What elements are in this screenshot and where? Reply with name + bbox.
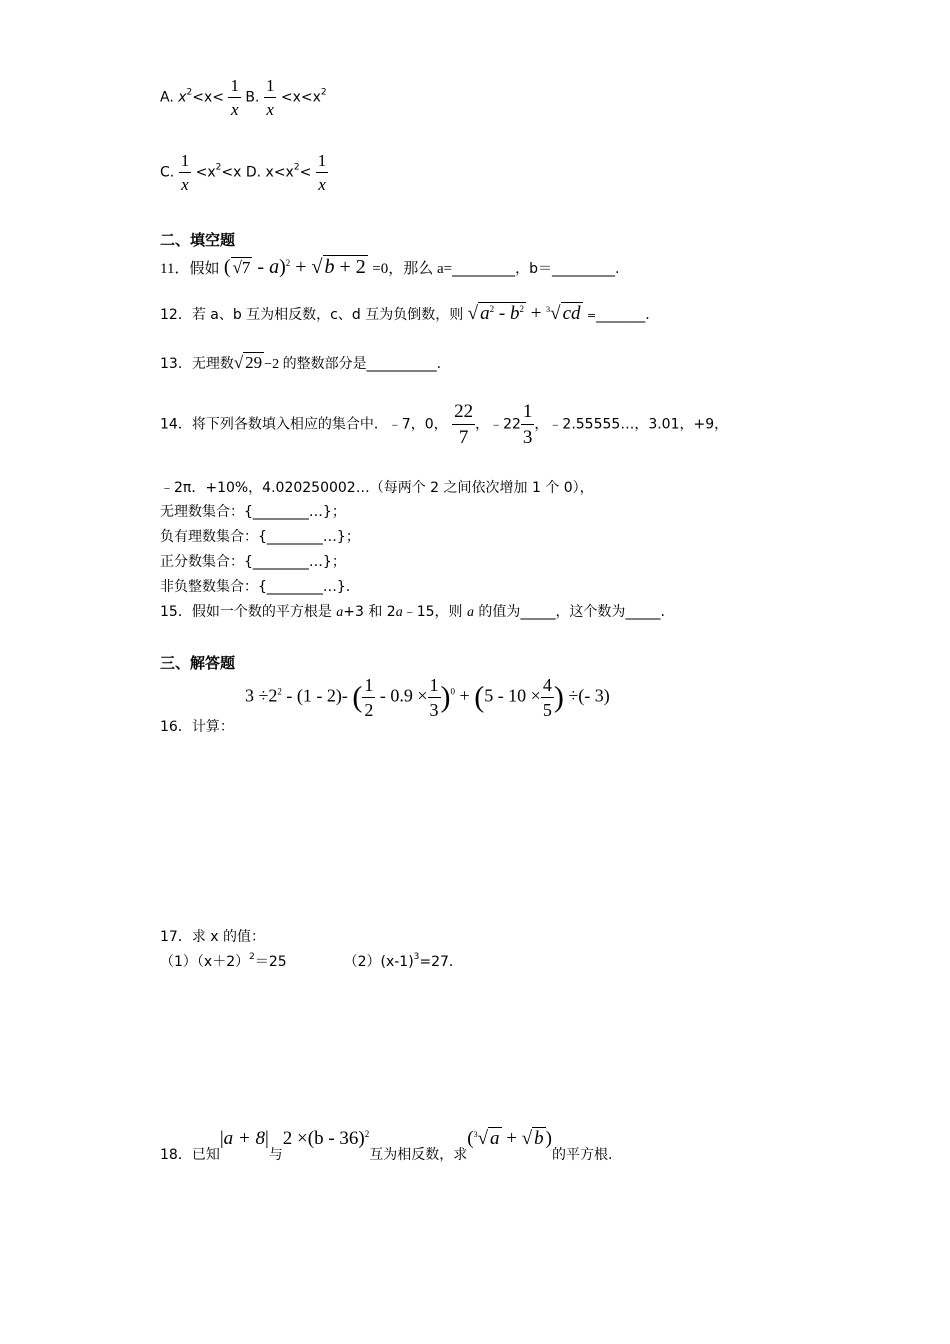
q13-blank: __________ (366, 356, 437, 372)
q14-set-negative-rational: 负有理数集合：{________…}； (160, 529, 360, 545)
fraction-numerator: 1 (228, 77, 241, 98)
q17-part1-exp: 2 (249, 952, 255, 962)
q13-suffix: −2 的整数部分是 (264, 357, 367, 372)
q17-part2: （2）(x-1) (343, 954, 414, 970)
q16-expr-part4: + (455, 685, 475, 706)
section-title-fill-blank: 二、填空题 (160, 231, 236, 249)
q10-option-b-ineq: <x<x (280, 89, 321, 106)
q11-middle: =0，那么 a= (372, 261, 453, 277)
q11-blank-a: _________ (452, 261, 516, 277)
q18-mid2: 互为相反数，求 (369, 1147, 468, 1163)
q11-sep: ，b＝ (515, 261, 552, 277)
question-18 (160, 1128, 612, 1164)
q10-option-a-label: A. (160, 89, 179, 106)
question-14-line1 (160, 402, 728, 447)
q17-part1-rhs: ＝25 (254, 954, 287, 970)
q16-fraction-four-fifths (541, 676, 554, 719)
q16-label: 16．计算： (160, 719, 234, 735)
fraction-numerator: 22 (452, 402, 475, 425)
q15-blank2: _____ (625, 604, 661, 620)
section-title-solve: 三、解答题 (160, 654, 236, 672)
fraction-denominator: 3 (522, 427, 533, 448)
q12-prefix: 12．若 a、b 互为相反数，c、d 互为负倒数，则 (160, 307, 464, 323)
q13-prefix: 13．无理数 (160, 356, 234, 372)
fraction-denominator: 7 (458, 427, 469, 448)
q11-blank-b: _________ (551, 261, 615, 277)
q18-prefix: 18．已知 (160, 1147, 220, 1163)
q10-option-ab (160, 77, 327, 118)
q10-sup: 2 (186, 87, 193, 98)
q15-blank1: _____ (520, 604, 556, 620)
q11-end: . (614, 261, 620, 277)
q10-fraction-d (316, 152, 329, 193)
q10-fraction-b (264, 77, 277, 118)
q13-radical: √ 29 (233, 353, 263, 372)
q10-option-c-ineq2: <x (221, 164, 242, 181)
q14-fraction-1-3 (521, 402, 535, 447)
q15-text2: +3 和 2 (343, 604, 396, 620)
q15-text3: ﹣15，则 (402, 604, 467, 620)
q10-fraction-c (179, 152, 192, 193)
q12-expression: √ $a^2 - b^2 + ^3√$ cd (467, 303, 581, 324)
q10-option-a-ineq: <x< (192, 89, 225, 106)
q11-prefix: 11．假如 (160, 261, 220, 277)
q10-option-c-ineq: <x (195, 164, 216, 181)
q10-option-c-label: C. (160, 164, 179, 181)
fraction-denominator: 3 (429, 700, 439, 720)
q14-set-irrational: 无理数集合：{________…}； (160, 504, 346, 520)
q12-end: . (645, 307, 650, 323)
fraction-denominator: x (266, 100, 274, 119)
q14-fraction-22-7 (452, 402, 475, 447)
q10-option-d-ineq: < (299, 164, 312, 181)
q10-option-a-x: x (178, 89, 187, 106)
q10-sup: 2 (293, 162, 300, 173)
q17-part1: （1）（x＋2） (160, 954, 250, 970)
q10-fraction-a (228, 77, 241, 118)
q15-text1: 15．假如一个数的平方根是 (160, 604, 337, 620)
q17-title: 17．求 x 的值： (160, 929, 265, 945)
q18-abs-expression: |a + 8| (219, 1128, 269, 1149)
q16-expr-part3: - 0.9 × (375, 685, 428, 706)
q16-expression: $3 \div 2^2 - (1 - 2)-$ ( $\frac{1}{2}$ - 0.9 × $\frac{1}{3}$ )$^0$ + (5 - 10 × $\frac{4}{5}$ ) ÷(- 3) (245, 675, 610, 720)
q14-line2: ﹣2π．+10%，4.020250002…（每两个 2 之间依次增加 1 个 0）， (160, 480, 594, 496)
question-15 (160, 601, 665, 621)
question-12 (160, 303, 650, 325)
q12-blank: _______ (596, 307, 646, 323)
q16-expr-part5: 5 - 10 × (484, 685, 541, 706)
q15-var-a: a (336, 605, 344, 620)
fraction-numerator: 1 (362, 676, 375, 698)
q15-var-a: a (395, 605, 403, 620)
fraction-denominator: x (318, 175, 326, 194)
q15-text4: 的值为 (473, 604, 521, 620)
q10-option-d-label: D. x<x (245, 164, 294, 181)
fraction-numerator: 1 (428, 676, 441, 698)
fraction-denominator: x (181, 175, 189, 194)
q17-part2-rhs: =27． (419, 954, 463, 970)
q14-line1-prefix: 14．将下列各数填入相应的集合中．﹣7，0， (160, 416, 448, 433)
q13-end: . (436, 356, 442, 372)
fraction-denominator: 2 (364, 700, 374, 720)
q10-sup: 2 (320, 87, 327, 98)
fraction-numerator: 1 (179, 152, 192, 173)
q16-expr-part1: 3 ÷2 (245, 685, 278, 706)
question-11 (160, 256, 619, 279)
q14-set-nonnegative-integer: 非负整数集合：{________…}． (160, 579, 360, 595)
q14-line1-suffix: ，﹣2.55555…，3.01，+9， (534, 416, 729, 433)
q16-fraction-third (428, 676, 441, 719)
q16-expr-part2: - (1 - 2)- (281, 685, 353, 706)
q16-exponent-zero: 0 (450, 686, 456, 697)
q18-mid1: 与 (268, 1147, 283, 1163)
q10-option-cd (160, 152, 328, 193)
q10-sup: 2 (215, 162, 222, 173)
fraction-numerator: 1 (316, 152, 329, 173)
q18-expression-3: ($^3$√ a + √ b ) (467, 1128, 552, 1149)
question-13 (160, 353, 441, 373)
q10-option-b-label: B. (245, 89, 264, 106)
q17-parts (160, 951, 463, 971)
q14-between: ，﹣22 (475, 416, 521, 433)
fraction-numerator: 1 (264, 77, 277, 98)
q18-suffix: 的平方根. (551, 1147, 613, 1163)
q11-expression: ( √7 - a)$^2$ + √ b + 2 (223, 256, 366, 278)
q12-suffix: = (586, 309, 597, 322)
q15-text5: ，这个数为 (555, 604, 626, 620)
fraction-denominator: 5 (542, 700, 552, 720)
fraction-numerator: 4 (541, 676, 554, 698)
q16-expr-part6: ÷(- 3) (563, 685, 610, 706)
q15-end: . (660, 604, 665, 620)
q14-set-positive-fraction: 正分数集合：{________…}； (160, 554, 346, 570)
fraction-denominator: x (230, 100, 239, 119)
q17-part2-exp: 3 (413, 952, 420, 962)
q15-var-a: a (466, 605, 474, 620)
q16-fraction-half (362, 676, 375, 719)
fraction-numerator: 1 (521, 402, 535, 425)
q18-expression-2: 2 ×(b - 36)$^2$ (282, 1128, 370, 1149)
